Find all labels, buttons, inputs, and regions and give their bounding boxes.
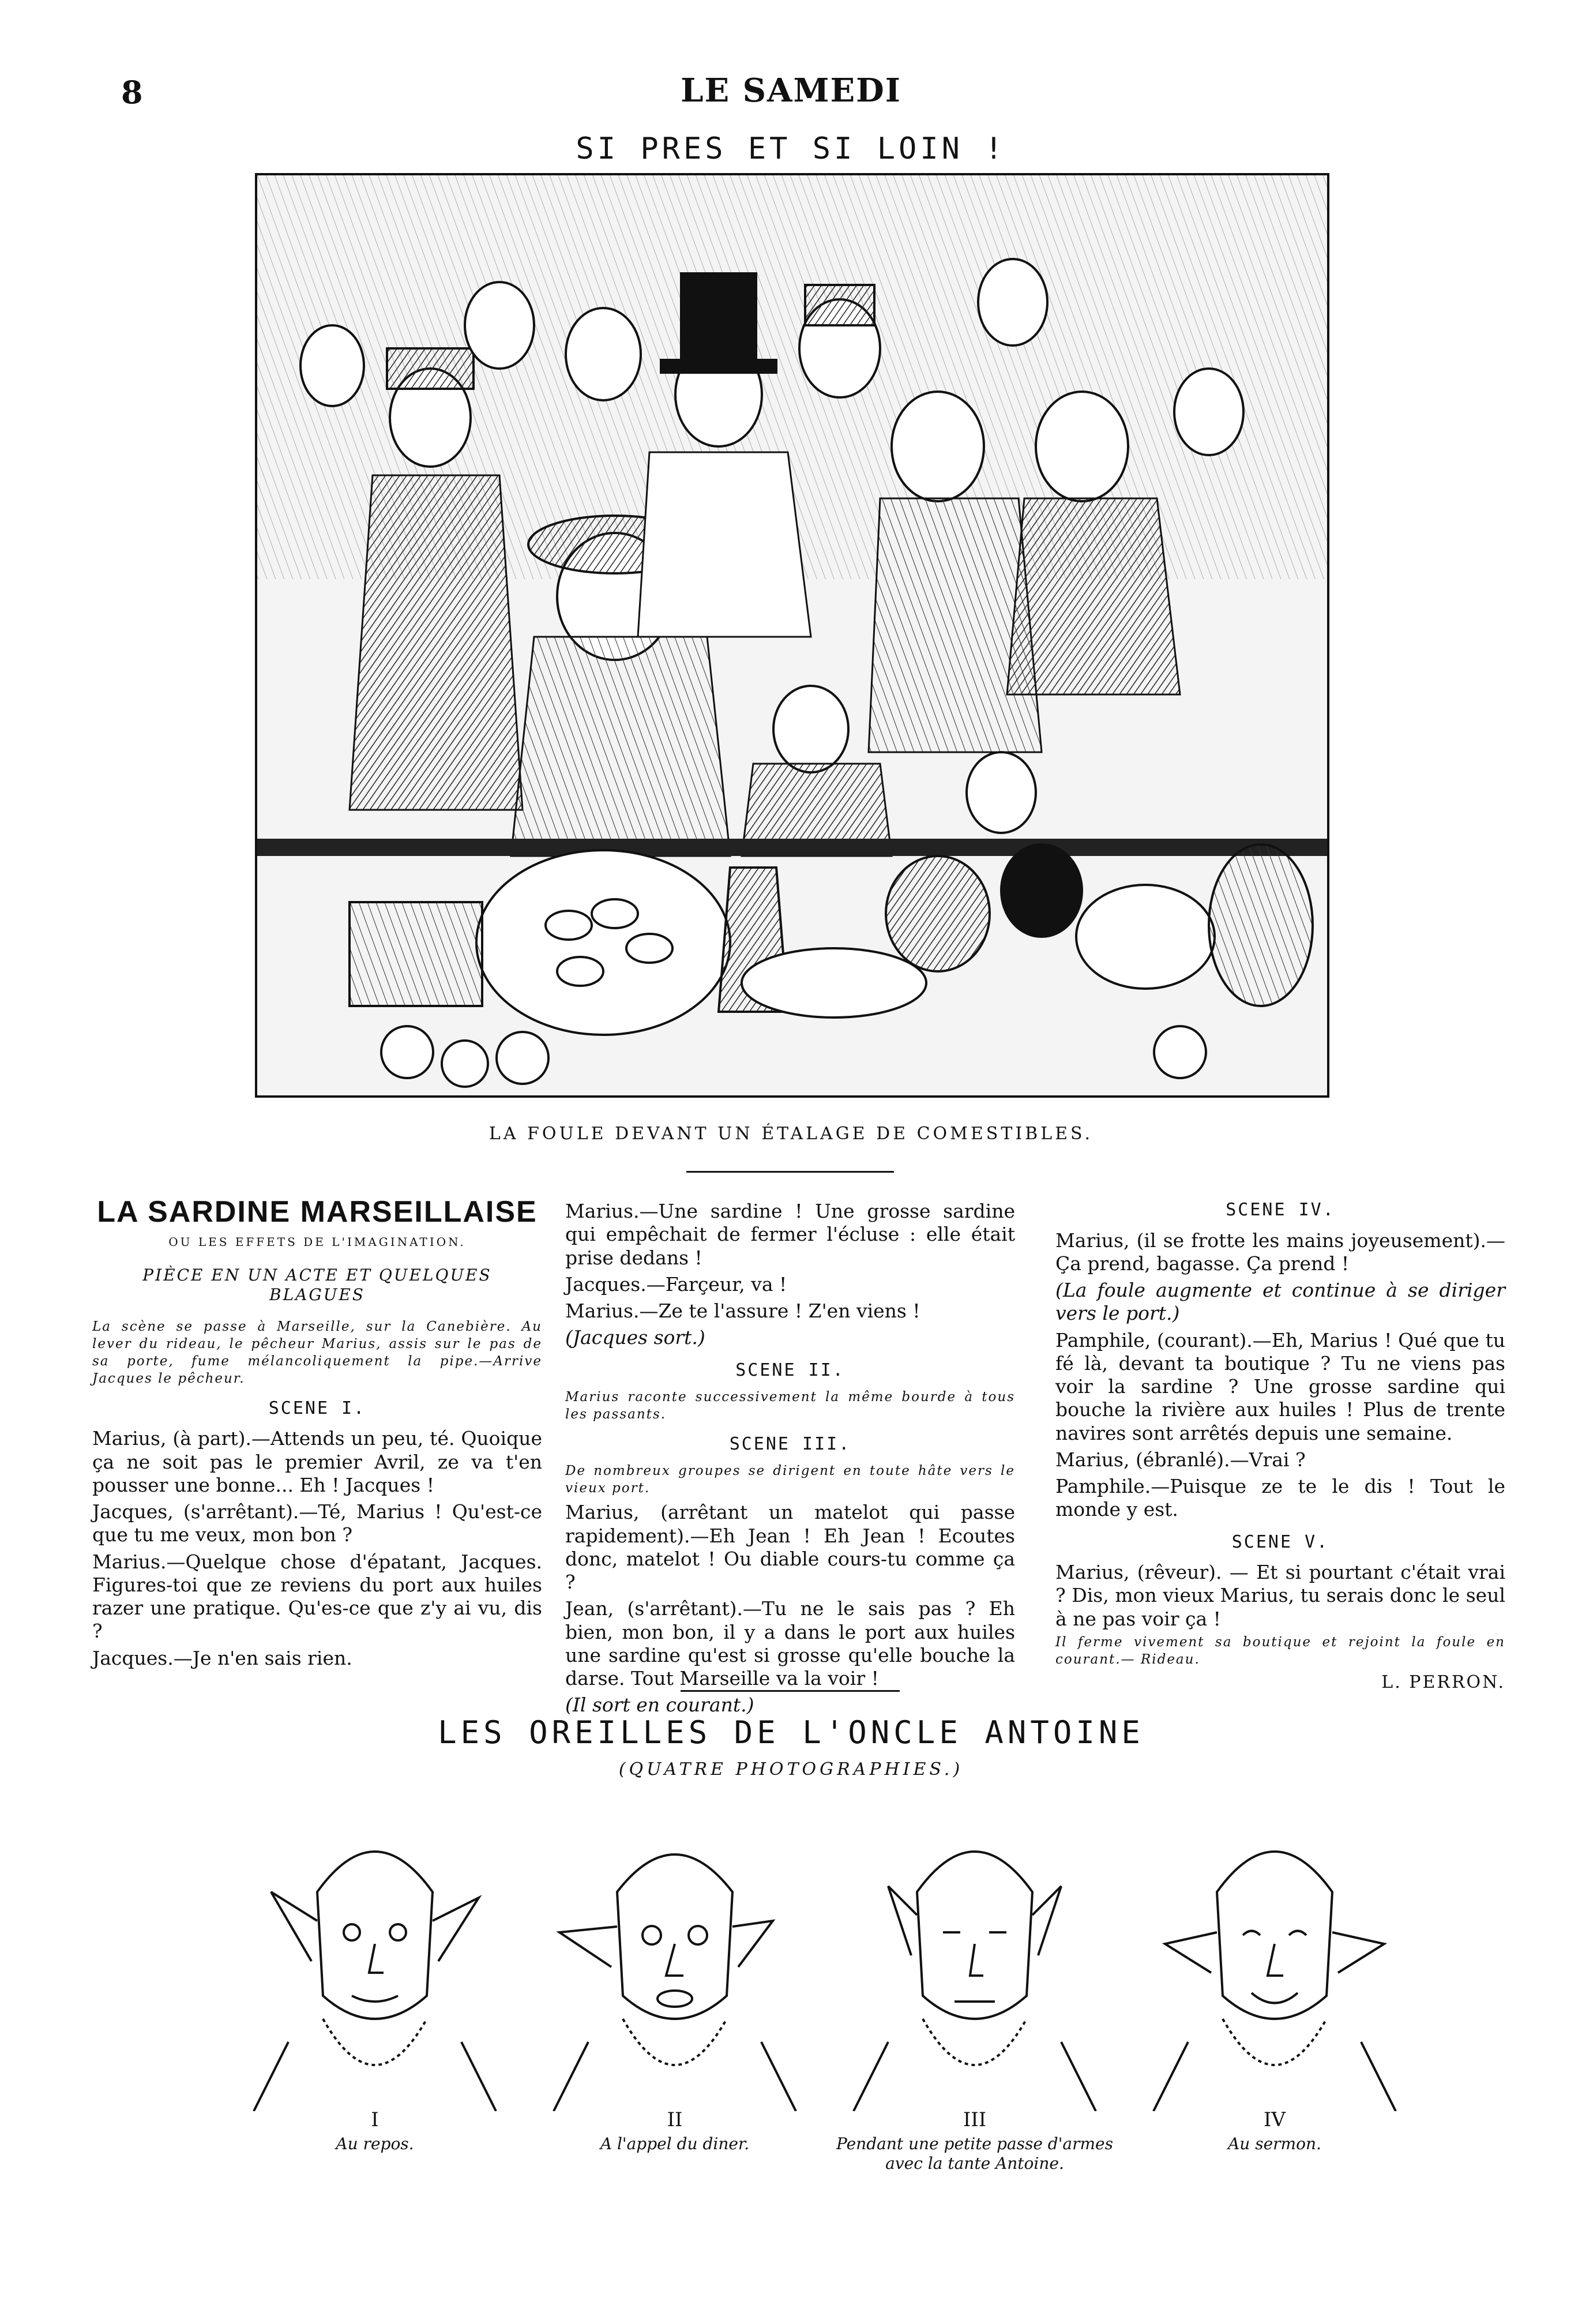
portrait-sketch-image [819, 1788, 1130, 2111]
crowd-engraving-image [257, 175, 1327, 1095]
dialogue-line: Jacques.—Je n'en sais rien. [92, 1646, 352, 1669]
stage-direction: (La foule augmente et continue à se diriger vers le port.) [1055, 1279, 1505, 1325]
portrait-number: III [963, 2108, 987, 2131]
stage-direction: Marius raconte successivement la même bourde à tous les passants. [565, 1390, 1015, 1422]
story-column-3 [1055, 1189, 1505, 1696]
stage-direction: (Il sort en courant.) [565, 1694, 754, 1717]
portrait-number: II [667, 2108, 683, 2131]
portrait-caption: A l'appel du diner. [600, 2134, 750, 2153]
dialogue-line: Marius.—Ze te l'assure ! Z'en viens ! [565, 1300, 920, 1322]
portrait-sketch-image [219, 1788, 531, 2111]
story-column-2 [565, 1200, 1015, 1721]
page-number: 8 [121, 74, 143, 111]
scene-heading: SCENE III. [729, 1433, 851, 1454]
portrait-caption: Au sermon. [1228, 2134, 1321, 2153]
portrait-number: IV [1264, 2108, 1286, 2131]
portrait-caption: Au repos. [336, 2134, 414, 2153]
dialogue-line: Marius, (ébranlé).—Vrai ? [1055, 1448, 1306, 1471]
author-signature: L. PERRON. [1381, 1672, 1505, 1692]
portrait-2 [519, 1788, 831, 2111]
illustration-title: SI PRES ET SI LOIN ! [576, 132, 1006, 166]
portrait-caption: Pendant une petite passe d'armes avec la tante Antoine. [836, 2134, 1113, 2173]
stage-direction: La scène se passe à Marseille, sur la Canebière. Au lever du rideau, le pêcheur Marius, assis sur le pas de sa porte, fume mélancoliquement la pipe.—Arrive Jacques le pêcheur. [92, 1319, 542, 1386]
illustration-caption: LA FOULE DEVANT UN ÉTALAGE DE COMESTIBLES. [488, 1124, 1094, 1144]
crowd-illustration [255, 173, 1329, 1098]
story-column-1 [92, 1194, 542, 1673]
portrait-sketch-image [1119, 1788, 1430, 2111]
stage-direction: Il ferme vivement sa boutique et rejoint la foule en courant.— Rideau. [1055, 1634, 1505, 1667]
dialogue-line: Jacques.—Farçeur, va ! [565, 1272, 787, 1296]
dialogue-line: Pamphile, (courant).—Eh, Marius ! Qué que tu fé là, devant ta boutique ? Tu ne viens pas voir la sardine ? Une grosse sardine qui bouche la rivière aux huiles ! Plus de trente navires sont arrêtés depuis une semaine. [1055, 1328, 1505, 1444]
stage-direction: De nombreux groupes se dirigent en toute hâte vers le vieux port. [565, 1463, 1015, 1496]
portrait-3 [819, 1788, 1130, 2111]
dialogue-line: Marius.—Une sardine ! Une grosse sardine qui empêchait de fermer l'écluse : elle était prise dedans ! [565, 1200, 1015, 1269]
dialogue-line: Marius.—Quelque chose d'épatant, Jacques. Figures-toi que ze reviens du port aux huiles razer une pratique. Qu'es-ce que z'y ai vu, dis ? [92, 1550, 542, 1643]
dialogue-line: Jacques, (s'arrêtant).—Té, Marius ! Qu'est-ce que tu me veux, mon bon ? [92, 1500, 542, 1546]
journal-title: LE SAMEDI [681, 72, 901, 110]
section-subtitle: (QUATRE PHOTOGRAPHIES.) [618, 1759, 964, 1779]
story-subtitle: OU LES EFFETS DE L'IMAGINATION. [168, 1235, 466, 1249]
story-title: LA SARDINE MARSEILLAISE [97, 1195, 538, 1229]
section-title: LES OREILLES DE L'ONCLE ANTOINE [438, 1714, 1144, 1751]
scene-heading: SCENE II. [735, 1360, 845, 1380]
dialogue-line: Jean, (s'arrêtant).—Tu ne le sais pas ? Eh bien, mon bon, il y a dans le port aux huiles une sardine qu'est si grosse qu'elle bouche la darse. Tout Marseille va la voir ! [565, 1597, 1015, 1690]
scene-heading: SCENE V. [1231, 1531, 1329, 1552]
portrait-number: I [371, 2108, 379, 2131]
portrait-sketch-image [519, 1788, 831, 2111]
dialogue-line: Marius, (à part).—Attends un peu, té. Quoique ça ne soit pas le premier Avril, ze va t'en pousser une bonne... Eh ! Jacques ! [92, 1427, 542, 1496]
portrait-4 [1119, 1788, 1430, 2111]
dialogue-line: Marius, (rêveur). — Et si pourtant c'était vrai ? Dis, mon vieux Marius, tu serais donc le seul à ne pas voir ça ! [1055, 1561, 1505, 1630]
dialogue-line: Marius, (arrêtant un matelot qui passe rapidement).—Eh Jean ! Eh Jean ! Ecoutes donc, matelot ! Ou diable cours-tu comme ça ? [565, 1501, 1015, 1593]
divider-rule [686, 1171, 894, 1173]
portrait-1 [219, 1788, 531, 2111]
scene-heading: SCENE IV. [1226, 1200, 1335, 1220]
story-subtitle-2: PIÈCE EN UN ACTE ET QUELQUES BLAGUES [142, 1265, 492, 1304]
divider-rule [681, 1690, 900, 1692]
dialogue-line: Pamphile.—Puisque ze te le dis ! Tout le monde y est. [1055, 1475, 1505, 1521]
scene-heading: SCENE I. [268, 1398, 366, 1418]
stage-direction: (Jacques sort.) [565, 1326, 705, 1349]
dialogue-line: Marius, (il se frotte les mains joyeusement).—Ça prend, bagasse. Ça prend ! [1055, 1229, 1505, 1275]
